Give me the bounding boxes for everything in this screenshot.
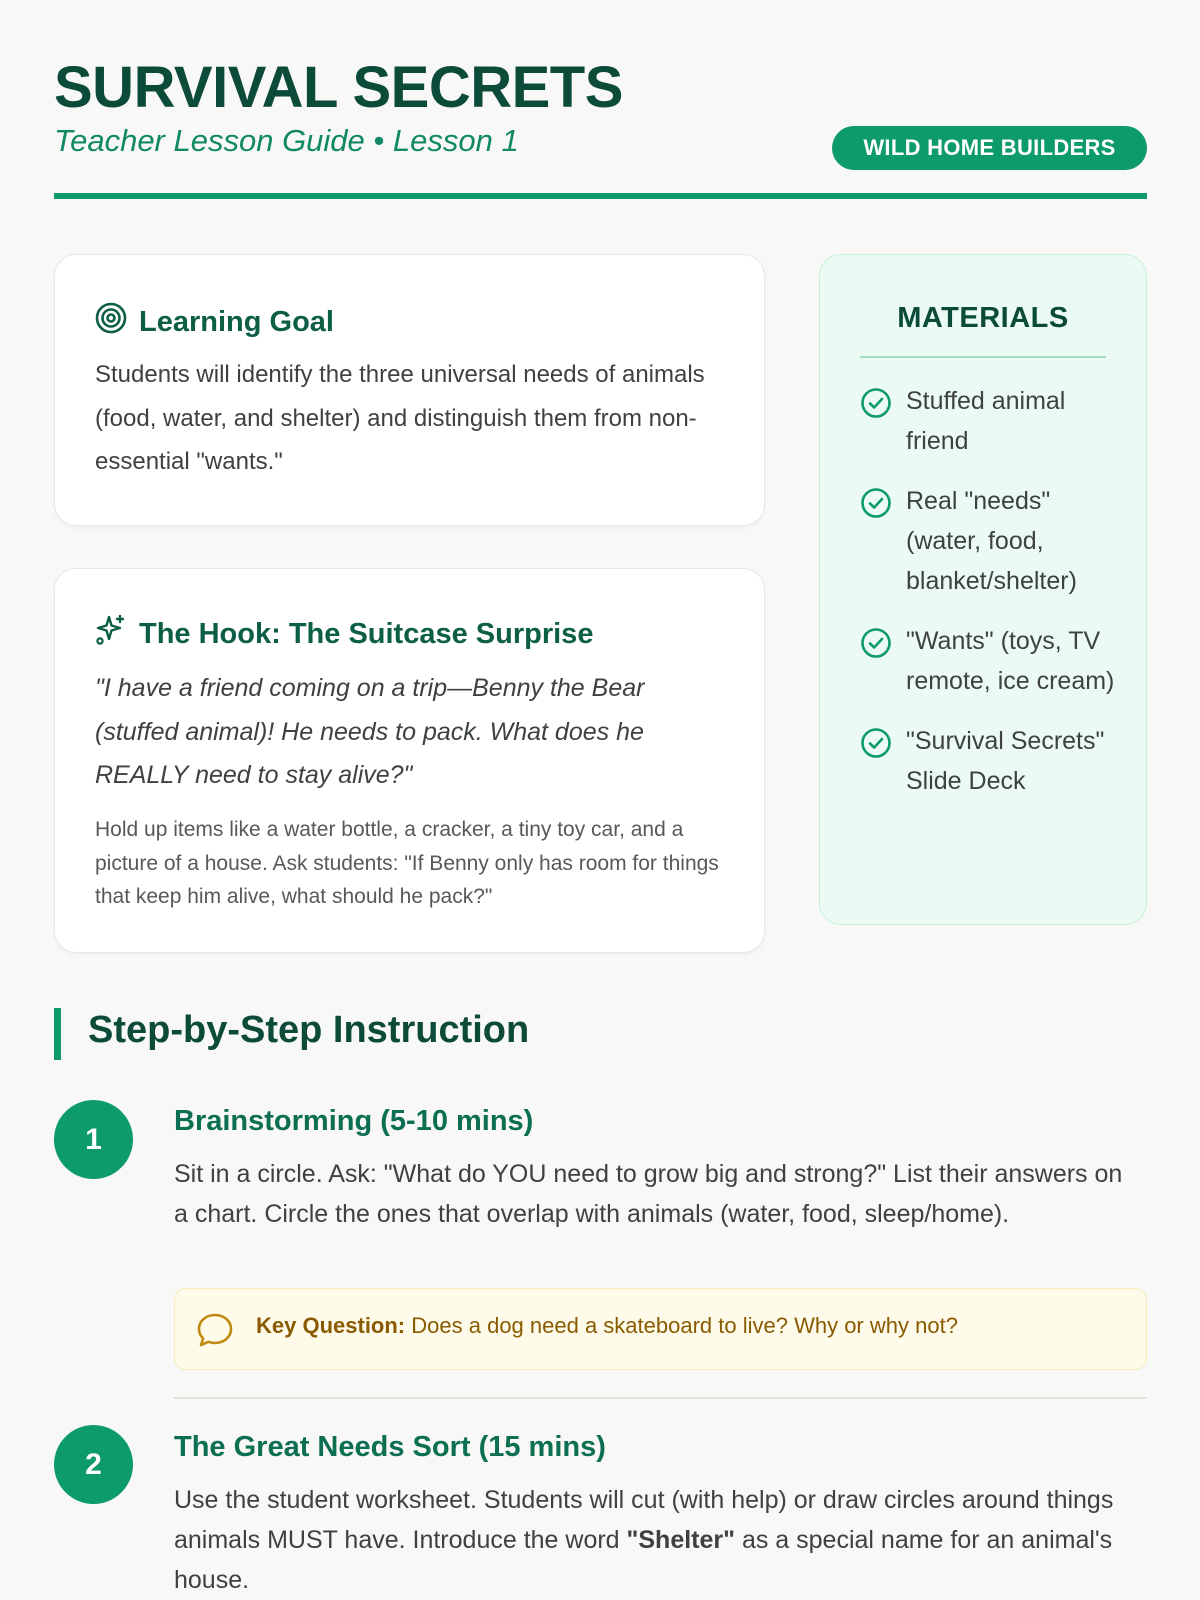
material-label: "Wants" (toys, TV remote, ice cream)	[906, 627, 1115, 695]
learning-goal-title: Learning Goal	[139, 305, 334, 338]
hook-instructions: Hold up items like a water bottle, a cracker, a tiny toy car, and a picture of a house. Ask students: "If Benny only has room for things that keep him alive, what should he pack?"	[95, 818, 719, 908]
material-label: "Survival Secrets" Slide Deck	[906, 727, 1105, 795]
check-circle-icon	[860, 387, 892, 419]
check-circle-icon	[860, 487, 892, 519]
header-divider	[54, 193, 1147, 199]
step-number-badge: 2	[54, 1425, 133, 1504]
learning-goal-card	[54, 254, 765, 526]
target-icon	[95, 302, 127, 342]
check-circle-icon	[860, 727, 892, 759]
page-subtitle: Teacher Lesson Guide • Lesson 1	[54, 123, 519, 158]
materials-list	[860, 381, 1120, 821]
page-title: SURVIVAL SECRETS	[54, 55, 623, 120]
list-item	[860, 381, 1120, 461]
step-divider	[174, 1397, 1147, 1399]
list-item	[860, 481, 1120, 601]
step-description-text: Use the student worksheet. Students will cut (with help) or draw circles around things animals MUST have. Introduce the word	[174, 1486, 1114, 1554]
step-title: Brainstorming (5-10 mins)	[174, 1105, 534, 1137]
hook-title: The Hook: The Suitcase Surprise	[139, 617, 594, 650]
learning-goal-heading	[95, 302, 334, 342]
hook-quote: "I have a friend coming on a trip—Benny the Bear (stuffed animal)! He needs to pack. What does he REALLY need to stay alive?"	[95, 674, 645, 789]
key-question-text	[256, 1313, 958, 1339]
learning-goal-text: Students will identify the three universal needs of animals (food, water, and shelter) and distinguish them from non-essential "wants."	[95, 361, 705, 475]
step-title: The Great Needs Sort (15 mins)	[174, 1431, 606, 1463]
sparkles-icon	[95, 614, 127, 654]
section-accent-bar	[54, 1008, 61, 1060]
step-number-badge: 1	[54, 1100, 133, 1179]
material-label: Real "needs" (water, food, blanket/shelter)	[906, 487, 1077, 595]
key-question-body: Does a dog need a skateboard to live? Why or why not?	[411, 1313, 958, 1338]
section-title: Step-by-Step Instruction	[88, 1009, 530, 1051]
key-question-label: Key Question:	[256, 1313, 406, 1338]
lesson-page	[54, 0, 1147, 1600]
speech-bubble-icon	[195, 1310, 235, 1350]
list-item	[860, 721, 1120, 801]
list-item	[860, 621, 1120, 701]
key-question-box	[174, 1288, 1147, 1370]
materials-panel	[819, 254, 1147, 925]
shelter-term: "Shelter"	[626, 1526, 735, 1554]
step-description: Sit in a circle. Ask: "What do YOU need to grow big and strong?" List their answers on a chart. Circle the ones that overlap with animals (water, food, sleep/home).	[174, 1160, 1123, 1228]
materials-title: MATERIALS	[897, 302, 1069, 334]
materials-divider	[860, 356, 1106, 358]
hook-heading	[95, 614, 593, 654]
unit-badge: WILD HOME BUILDERS	[832, 126, 1147, 170]
material-label: Stuffed animal friend	[906, 387, 1066, 455]
step-description	[174, 1480, 1134, 1600]
step-description-text-end: as a special name for an animal's house.	[174, 1526, 1113, 1594]
check-circle-icon	[860, 627, 892, 659]
hook-card	[54, 568, 765, 953]
